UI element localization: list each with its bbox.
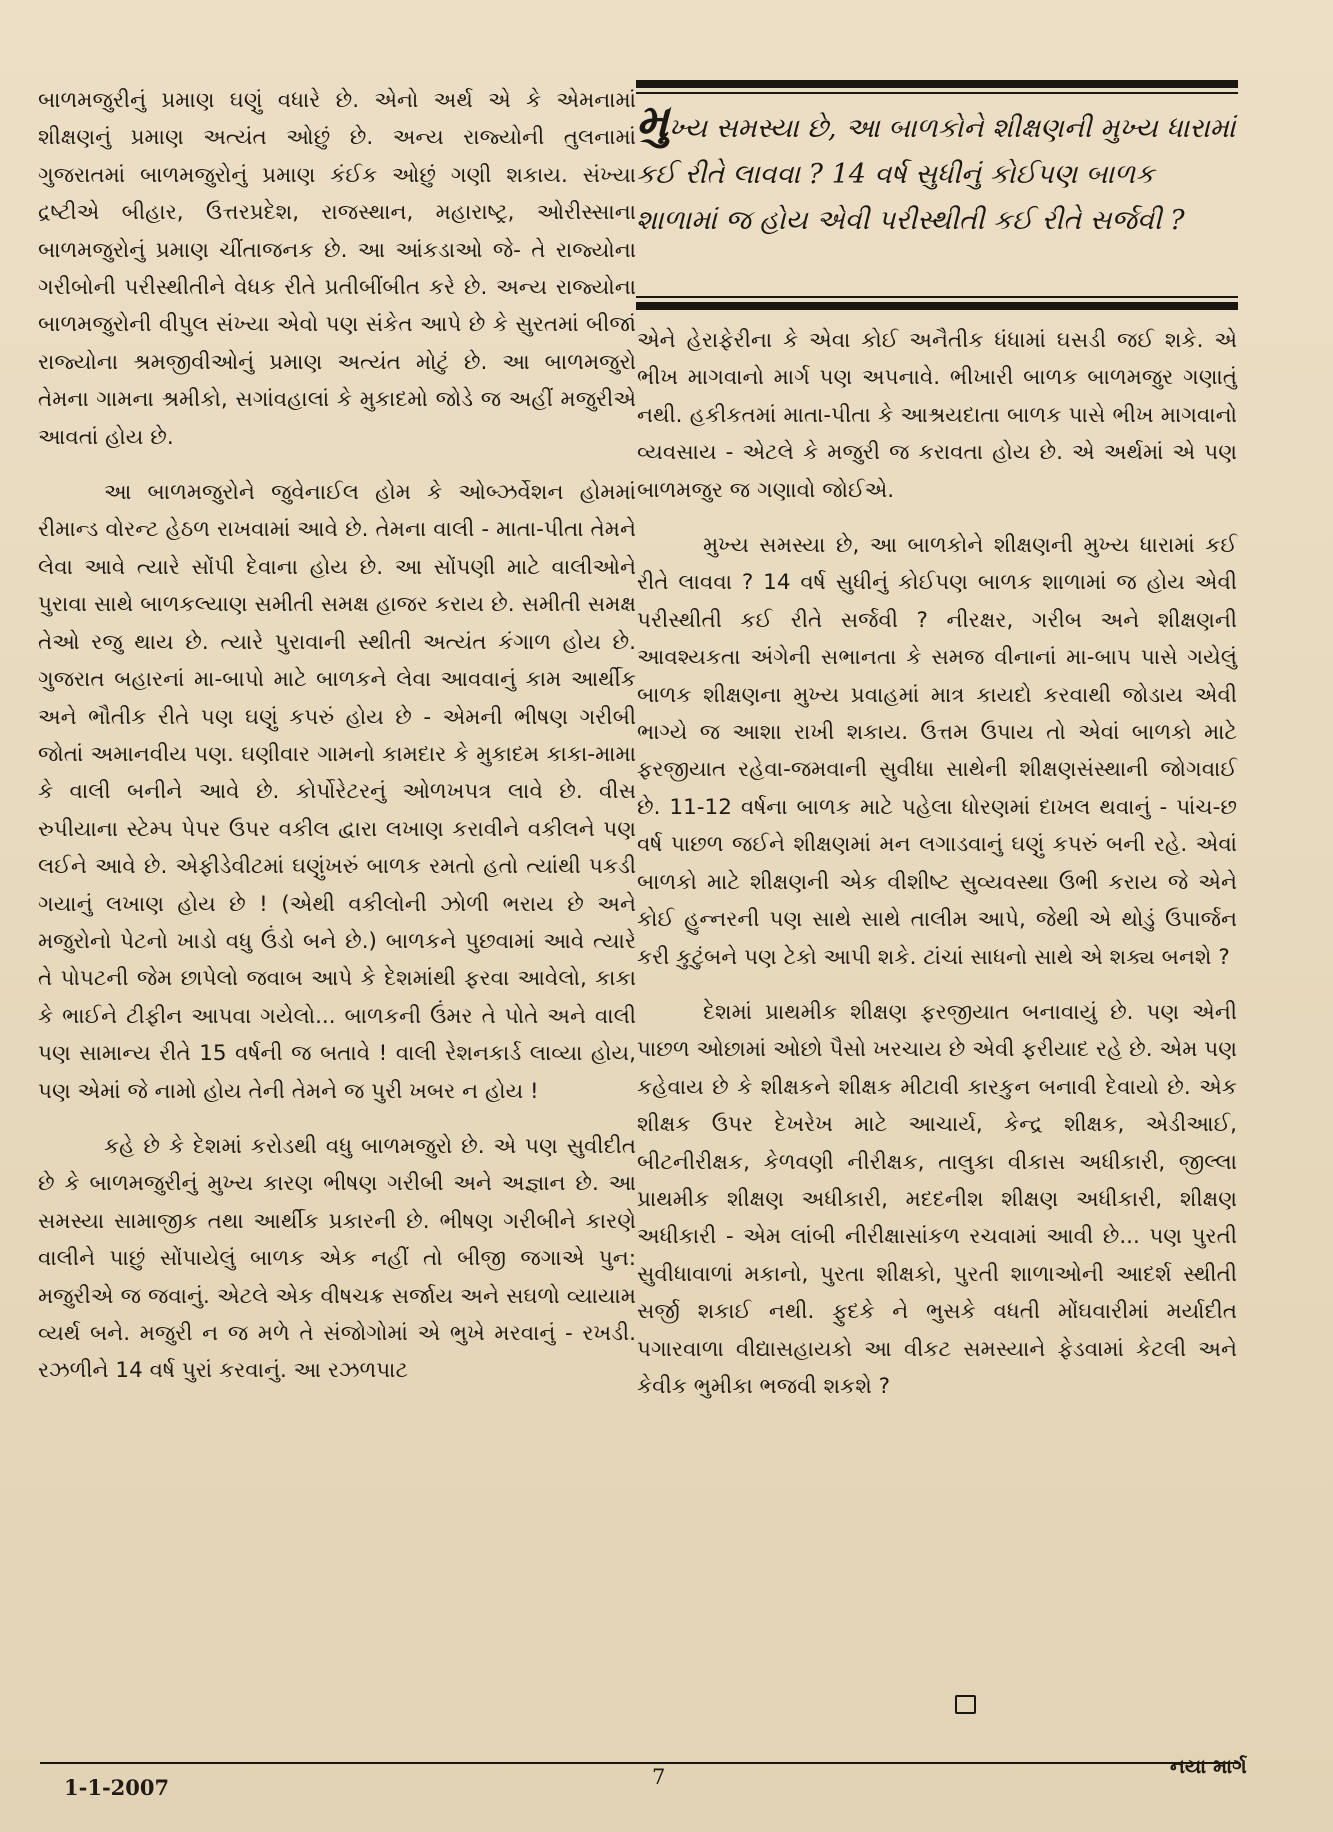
left-column: [38, 82, 636, 1390]
pullquote-bottom-rule-thin: [636, 296, 1238, 298]
footer-page-number: 7: [652, 1765, 666, 1789]
right-paragraph-2: મુખ્ય સમસ્યા છે, આ બાળકોને શીક્ષણની મુખ્ય ધારામાં કઈ રીતે લાવવા ? 14 વર્ષ સુધીનું કોઈપણ બાળક શાળામાં જ હોય એવી પરીસ્થીતી કઈ રીતે સર્જવી ? નીરક્ષર, ગરીબ અને શીક્ષણની આવશ્યકતા અંગેની સભાનતા કે સમજ વીનાનાં મા-બાપ પાસે ગયેલું બાળક શીક્ષણના મુખ્ય પ્રવાહમાં માત્ર કાયદો કરવાથી જોડાય એવી ભાગ્યે જ આશા રાખી શકાય. ઉત્તમ ઉપાય તો એવાં બાળકો માટે ફરજીયાત રહેવા-જમવાની સુવીધા સાથેની શીક્ષણસંસ્થાની જોગવાઈ છે. 11-12 વર્ષના બાળક માટે પહેલા ધોરણમાં દાખલ થવાનું - પાંચ-છ વર્ષ પાછળ જઈને શીક્ષણમાં મન લગાડવાનું ઘણું કપરું બની રહે. એવાં બાળકો માટે શીક્ષણની એક વીશીષ્ટ સુવ્યવસ્થા ઉભી કરાય જે એને કોઈ હુન્નરની પણ સાથે સાથે તાલીમ આપે, જેથી એ થોડું ઉપાર્જન કરી કુટુંબને પણ ટેકો આપી શકે. ટાંચાં સાધનો સાથે એ શક્ય બનશે ?: [637, 533, 1237, 970]
pullquote-top-rule-thick: [636, 80, 1238, 88]
end-of-article-square-icon: [955, 1695, 976, 1714]
left-paragraph-3: કહે છે કે દેશમાં કરોડથી વધુ બાળમજુરો છે. એ પણ સુવીદીત છે કે બાળમજુરીનું મુખ્ય કારણ ભીષણ ગરીબી અને અજ્ઞાન છે. આ સમસ્યા સામાજીક તથા આર્થીક પ્રકારની છે. ભીષણ ગરીબીને કારણે વાલીને પાછું સોંપાયેલું બાળક એક નહીં તો બીજી જગાએ પુન: મજુરીએ જ જવાનું. એટલે એક વીષચક્ર સર્જાય અને સઘળો વ્યાયામ વ્યર્થ બને. મજુરી ન જ મળે તે સંજોગોમાં એ ભુખે મરવાનું - રખડી. રઝળીને 14 વર્ષ પુરાં કરવાનું. આ રઝળપાટ: [38, 1133, 636, 1384]
footer-publication-title: નયા માર્ગ: [1170, 1754, 1247, 1778]
pull-quote: [636, 94, 1236, 244]
pullquote-top-rule-thin: [636, 92, 1238, 94]
right-paragraph-1: એને હેરાફેરીના કે એવા કોઈ અનૈતીક ધંધામાં ઘસડી જઈ શકે. એ ભીખ માગવાનો માર્ગ પણ અપનાવે. ભીખારી બાળક બાળમજુર ગણાતું નથી. હકીકતમાં માતા-પીતા કે આશ્રયદાતા બાળક પાસે ભીખ માગવાનો વ્યવસાય - એટલે કે મજુરી જ કરાવતા હોય છે. એ અર્થમાં એ પણ બાળમજુર જ ગણાવો જોઈએ.: [637, 328, 1237, 503]
right-paragraph-3: દેશમાં પ્રાથમીક શીક્ષણ ફરજીયાત બનાવાયું છે. પણ એની પાછળ ઓછામાં ઓછો પૈસો ખરચાય છે એવી ફરીયાદ રહે છે. એમ પણ કહેવાય છે કે શીક્ષકને શીક્ષક મીટાવી કારકુન બનાવી દેવાયો છે. એક શીક્ષક ઉપર દેખરેખ માટે આચાર્ય, કેન્દ્ર શીક્ષક, એડીઆઈ, બીટનીરીક્ષક, કેળવણી નીરીક્ષક, તાલુકા વીકાસ અધીકારી, જીલ્લા પ્રાથમીક શીક્ષણ અધીકારી, મદદનીશ શીક્ષણ અધીકારી, શીક્ષણ અધીકારી - એમ લાંબી નીરીક્ષાસાંકળ રચવામાં આવી છે... પણ પુરતી સુવીધાવાળાં મકાનો, પુરતા શીક્ષકો, પુરતી શાળાઓની આદર્શ સ્થીતી સર્જી શકાઈ નથી. ફુદકે ને ભુસકે વધતી મોંઘવારીમાં મર્યાદીત પગારવાળા વીદ્યાસહાયકો આ વીકટ સમસ્યાને ફેડવામાં કેટલી અને કેવીક ભુમીકા ભજવી શકશે ?: [637, 999, 1237, 1399]
footer-date: 1-1-2007: [64, 1775, 170, 1800]
left-paragraph-2: આ બાળમજુરોને જુવેનાઈલ હોમ કે ઓબ્ઝર્વેશન હોમમાં રીમાન્ડ વોરન્ટ હેઠળ રાખવામાં આવે છે. તેમના વાલી - માતા-પીતા તેમને લેવા આવે ત્યારે સોંપી દેવાના હોય છે. આ સોંપણી માટે વાલીઓને પુરાવા સાથે બાળકલ્યાણ સમીતી સમક્ષ હાજર કરાય છે. સમીતી સમક્ષ તેઓ રજુ થાય છે. ત્યારે પુરાવાની સ્થીતી અત્યંત કંગાળ હોય છે. ગુજરાત બહારનાં મા-બાપો માટે બાળકને લેવા આવવાનું કામ આર્થીક અને ભૌતીક રીતે પણ ઘણું કપરું હોય છે - એમની ભીષણ ગરીબી જોતાં અમાનવીય પણ. ઘણીવાર ગામનો કામદાર કે મુકાદમ કાકા-મામા કે વાલી બનીને આવે છે. કોર્પોરેટરનું ઓળખપત્ર લાવે છે. વીસ રુપીયાના સ્ટેમ્પ પેપર ઉપર વકીલ દ્વારા લખાણ કરાવીને વકીલને પણ લઈને આવે છે. એફીડેવીટમાં ઘણુંખરું બાળક રમતો હતો ત્યાંથી પકડી ગયાનું લખાણ હોય છે ! (એથી વકીલોની ઝોળી ભરાય છે અને મજુરોનો પેટનો ખાડો વધુ ઉંડો બને છે.) બાળકને પુછવામાં આવે ત્યારે તે પોપટની જેમ છાપેલો જવાબ આપે કે દેશમાંથી ફરવા આવેલો, કાકા કે ભાઈને ટીફીન આપવા ગયેલો... બાળકની ઉંમર તે પોતે અને વાલી પણ સામાન્ય રીતે 15 વર્ષની જ બતાવે ! વાલી રેશનકાર્ડ લાવ્યા હોય, પણ એમાં જે નામો હોય તેની તેમને જ પુરી ખબર ન હોય !: [38, 480, 636, 1104]
pull-quote-text: ખ્ય સમસ્યા છે, આ બાળકોને શીક્ષણની મુખ્ય ધારામાં કઈ રીતે લાવવા ? 14 વર્ષ સુધીનું કોઈપણ બાળક શાળામાં જ હોય એવી પરીસ્થીતી કઈ રીતે સર્જવી ?: [636, 113, 1236, 236]
footer-rule: [40, 1762, 1240, 1764]
left-paragraph-1: બાળમજુરીનું પ્રમાણ ઘણું વધારે છે. એનો અર્થ એ કે એમનામાં શીક્ષણનું પ્રમાણ અત્યંત ઓછું છે. અન્ય રાજ્યોની તુલનામાં ગુજરાતમાં બાળમજુરોનું પ્રમાણ કંઈક ઓછું ગણી શકાય. સંખ્યા દ્રષ્ટીએ બીહાર, ઉત્તરપ્રદેશ, રાજસ્થાન, મહારાષ્ટ્ર, ઓરીસ્સાના બાળમજુરોનું પ્રમાણ ચીંતાજનક છે. આ આંકડાઓ જે- તે રાજ્યોના ગરીબોની પરીસ્થીતીને વેધક રીતે પ્રતીબીંબીત કરે છે. અન્ય રાજ્યોના બાળમજુરોની વીપુલ સંખ્યા એવો પણ સંકેત આપે છે કે સુરતમાં બીજાં રાજ્યોના શ્રમજીવીઓનું પ્રમાણ અત્યંત મોટું છે. આ બાળમજુરો તેમના ગામના શ્રમીકો, સગાંવહાલાં કે મુકાદમો જોડે જ અહીં મજુરીએ આવતાં હોય છે.: [38, 88, 636, 450]
pull-quote-initial: મુ: [636, 94, 669, 148]
right-column: [637, 322, 1237, 1405]
pullquote-bottom-rule-thick: [636, 302, 1238, 310]
